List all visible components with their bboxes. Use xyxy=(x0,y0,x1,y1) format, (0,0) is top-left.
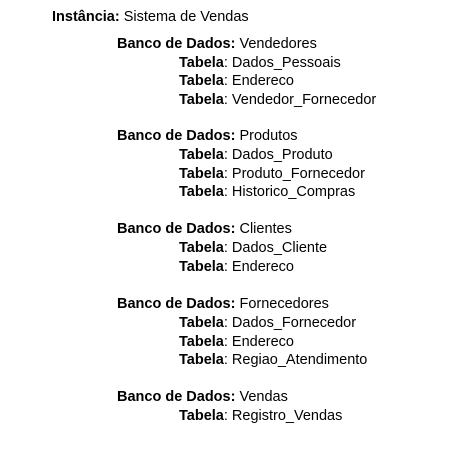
table-separator: : xyxy=(223,184,228,200)
table-label: Tabela xyxy=(179,165,224,182)
table-name: Dados_Cliente xyxy=(231,240,328,256)
database-line-fornecedores xyxy=(117,295,329,314)
table-label: Tabela xyxy=(179,54,224,71)
database-name: Vendedores xyxy=(239,36,317,52)
table-line xyxy=(179,258,294,277)
database-line-produtos xyxy=(117,127,298,146)
table-line xyxy=(179,351,367,370)
table-name: Produto_Fornecedor xyxy=(231,165,365,182)
table-name: Dados_Produto xyxy=(231,147,333,163)
table-label: Tabela xyxy=(179,258,224,275)
database-line-vendas xyxy=(117,388,288,407)
table-name: Endereco xyxy=(231,73,294,89)
table-label: Tabela xyxy=(179,91,224,108)
table-line xyxy=(179,239,327,258)
table-separator: : xyxy=(223,333,228,350)
database-label: Banco de Dados: xyxy=(117,128,236,144)
database-name: Produtos xyxy=(239,128,298,144)
table-name: Registro_Vendas xyxy=(231,408,343,424)
table-name: Vendedor_Fornecedor xyxy=(231,91,377,108)
table-separator: : xyxy=(223,258,228,275)
table-line xyxy=(179,72,294,91)
table-line xyxy=(179,333,294,352)
table-name: Historico_Compras xyxy=(231,184,356,200)
database-line-clientes xyxy=(117,220,292,239)
database-name: Fornecedores xyxy=(239,296,329,312)
table-name: Dados_Fornecedor xyxy=(231,315,357,331)
table-label: Tabela xyxy=(179,184,224,200)
table-separator: : xyxy=(223,165,228,182)
table-line xyxy=(179,91,376,110)
table-separator: : xyxy=(223,315,228,331)
table-label: Tabela xyxy=(179,408,224,424)
table-separator: : xyxy=(223,352,228,368)
table-label: Tabela xyxy=(179,147,224,163)
table-name: Dados_Pessoais xyxy=(231,54,341,71)
database-name: Vendas xyxy=(239,389,288,405)
table-name: Endereco xyxy=(231,258,294,275)
table-line xyxy=(179,146,333,165)
table-line xyxy=(179,314,356,333)
table-name: Endereco xyxy=(231,333,294,350)
database-label: Banco de Dados: xyxy=(117,296,236,312)
table-separator: : xyxy=(223,91,228,108)
table-separator: : xyxy=(223,54,228,71)
table-label: Tabela xyxy=(179,240,224,256)
database-name: Clientes xyxy=(239,221,292,237)
database-label: Banco de Dados: xyxy=(117,389,236,405)
table-separator: : xyxy=(223,240,228,256)
table-separator: : xyxy=(223,408,228,424)
table-line xyxy=(179,183,355,202)
table-label: Tabela xyxy=(179,73,224,89)
database-label: Banco de Dados: xyxy=(117,221,236,237)
table-line xyxy=(179,407,342,426)
table-separator: : xyxy=(223,73,228,89)
instance-value: Sistema de Vendas xyxy=(123,9,249,25)
table-label: Tabela xyxy=(179,352,224,368)
table-line xyxy=(179,165,365,184)
instance-label: Instância: xyxy=(52,9,120,25)
database-line-vendedores xyxy=(117,35,317,54)
table-line xyxy=(179,54,341,73)
instance-line xyxy=(52,8,249,27)
database-label: Banco de Dados: xyxy=(117,36,236,52)
table-separator: : xyxy=(223,147,228,163)
table-name: Regiao_Atendimento xyxy=(231,352,368,368)
table-label: Tabela xyxy=(179,315,224,331)
table-label: Tabela xyxy=(179,333,224,350)
